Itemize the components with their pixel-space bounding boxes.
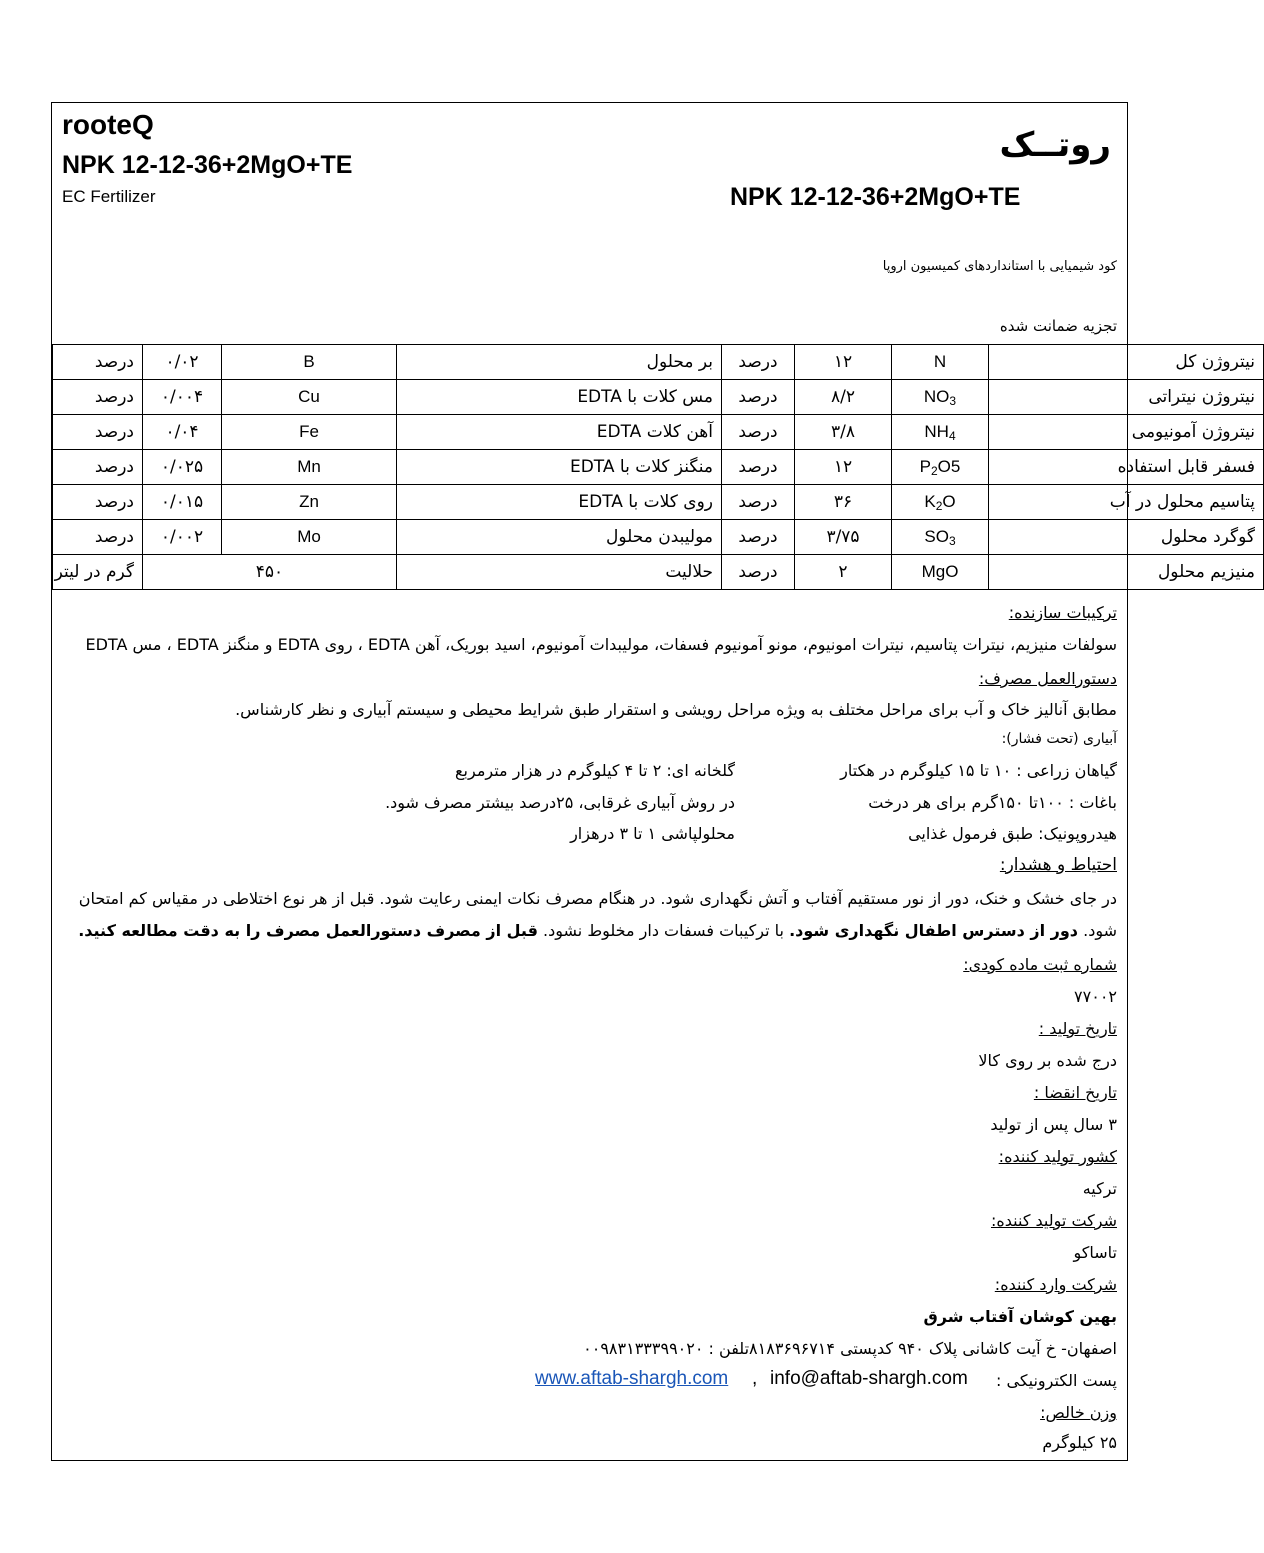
- micronutrient-symbol: Mo: [222, 520, 397, 555]
- composition-label: ترکیبات سازنده:: [1008, 603, 1117, 622]
- registration-label: شماره ثبت ماده کودی:: [963, 955, 1117, 974]
- standard-subtitle: کود شیمیایی با استاندارد‌های کمیسیون اروپا: [882, 259, 1117, 274]
- micronutrient-name: مس کلات با EDTA: [397, 380, 722, 415]
- importer-value: بهین کوشان آفتاب شرق: [923, 1307, 1117, 1326]
- expiry-value: ۳ سال پس از تولید: [990, 1115, 1117, 1134]
- table-row: [53, 520, 1264, 555]
- contact-separator: ,: [752, 1368, 758, 1389]
- micronutrient-value: ۰/۰۲: [143, 345, 222, 380]
- nutrient-symbol: $SO_3$: [892, 520, 989, 555]
- nutrient-value: ۳/۸: [795, 415, 892, 450]
- micronutrient-unit: درصد: [53, 415, 143, 450]
- micronutrient-symbol: Zn: [222, 485, 397, 520]
- brand-name-en: rooteQ: [62, 109, 154, 140]
- micronutrient-value: ۰/۰۰۴: [143, 380, 222, 415]
- nutrient-name: پتاسیم محلول در آب: [989, 485, 1264, 520]
- formula-left: NPK 12-12-36+2MgO+TE: [62, 151, 353, 179]
- micronutrient-value: ۰/۰۰۲: [143, 520, 222, 555]
- analysis-table: [52, 344, 1264, 590]
- micronutrient-symbol: Fe: [222, 415, 397, 450]
- nutrient-value: ۸/۲: [795, 380, 892, 415]
- micronutrient-unit: درصد: [53, 450, 143, 485]
- micronutrient-symbol: Mn: [222, 450, 397, 485]
- dosage-foliar-spray: محلولپاشی ۱ تا ۳ درهزار: [570, 824, 735, 843]
- nutrient-symbol: N: [892, 345, 989, 380]
- dosage-field-crops: گیاهان زراعی : ۱۰ تا ۱۵ کیلوگرم در هکتار: [840, 761, 1117, 780]
- nutrient-symbol: $NH_4$: [892, 415, 989, 450]
- warning-line-2: شود. دور از دسترس اطفال نگهداری شود. با ترکیبات فسفات دار مخلوط نشود. قبل از مصرف دستورالعمل مصرف را به دقت مطالعه کنید.: [78, 921, 1117, 940]
- solubility-unit: گرم در لیتر: [53, 555, 143, 590]
- production-date-label: تاریخ تولید :: [1038, 1019, 1117, 1038]
- nutrient-value: ۳۶: [795, 485, 892, 520]
- warning-label: احتیاط و هشدار:: [999, 855, 1117, 875]
- table-row: [53, 485, 1264, 520]
- email-address[interactable]: info@aftab-shargh.com: [770, 1368, 968, 1389]
- dosage-orchards: باغات : ۱۰۰تا ۱۵۰گرم برای هر درخت: [868, 793, 1117, 812]
- usage-label: دستورالعمل مصرف:: [978, 669, 1117, 688]
- nutrient-name: فسفر قابل استفاده: [989, 450, 1264, 485]
- table-row: [53, 380, 1264, 415]
- micronutrient-name: مولیبدن محلول: [397, 520, 722, 555]
- ec-fertilizer-label: EC Fertilizer: [62, 187, 156, 206]
- micronutrient-value: ۰/۰۱۵: [143, 485, 222, 520]
- nutrient-symbol: $K_2O$: [892, 485, 989, 520]
- dosage-flood-irrigation: در روش آبیاری غرقابی، ۲۵درصد بیشتر مصرف شود.: [385, 793, 735, 812]
- micronutrient-value: ۰/۰۴: [143, 415, 222, 450]
- email-label: پست الکترونیکی :: [996, 1371, 1117, 1390]
- net-weight-label: وزن خالص:: [1040, 1403, 1117, 1422]
- nutrient-symbol: MgO: [892, 555, 989, 590]
- guaranteed-analysis-title: تجزیه ضمانت شده: [999, 317, 1117, 335]
- warning-line-1: در جای خشک و خنک، دور از نور مستقیم آفتاب و آتش نگهداری شود. در هنگام مصرف نکات ایمنی رعایت شود. قبل از هر نوع اختلاطی در مقیاس کم امتحان: [78, 889, 1117, 908]
- nutrient-symbol: $P_2O5$: [892, 450, 989, 485]
- table-row: [53, 555, 1264, 590]
- solubility-label: حلالیت: [397, 555, 722, 590]
- micronutrient-name: آهن کلات EDTA: [397, 415, 722, 450]
- nutrient-unit: درصد: [722, 520, 795, 555]
- importer-label: شرکت وارد کننده:: [994, 1275, 1117, 1294]
- production-date-value: درج شده بر روی کالا: [978, 1051, 1117, 1070]
- dosage-hydroponic: هیدروپونیک: طبق فرمول غذایی: [908, 824, 1117, 843]
- micronutrient-unit: درصد: [53, 380, 143, 415]
- country-value: ترکیه: [1082, 1179, 1117, 1198]
- micronutrient-symbol: Cu: [222, 380, 397, 415]
- nutrient-unit: درصد: [722, 380, 795, 415]
- table-row: [53, 345, 1264, 380]
- micronutrient-unit: درصد: [53, 520, 143, 555]
- nutrient-value: ۳/۷۵: [795, 520, 892, 555]
- nutrient-value: ۲: [795, 555, 892, 590]
- micronutrient-unit: درصد: [53, 485, 143, 520]
- micronutrient-symbol: B: [222, 345, 397, 380]
- nutrient-unit: درصد: [722, 450, 795, 485]
- net-weight-value: ۲۵ کیلوگرم: [1042, 1433, 1117, 1452]
- importer-address: اصفهان- خ آیت کاشانی پلاک ۹۴۰ کدپستی ۸۱۸۳۶۹۶۷۱۴تلفن : ۰۰۹۸۳۱۳۳۳۹۹۰۲۰: [583, 1339, 1117, 1358]
- nutrient-name: منیزیم محلول: [989, 555, 1264, 590]
- solubility-value: ۴۵۰: [143, 555, 397, 590]
- composition-text: سولفات منیزیم، نیترات پتاسیم، نیترات امونیوم، مونو آمونیوم فسفات، مولیبدات آمونیوم، اسید بوریک، آهن EDTA ، روی EDTA و منگنز EDTA ، مس EDTA: [85, 635, 1117, 654]
- nutrient-name: نیتروژن آمونیومی: [989, 415, 1264, 450]
- table-row: [53, 415, 1264, 450]
- label-frame: [51, 102, 1255, 1461]
- nutrient-name: نیتروژن نیتراتی: [989, 380, 1264, 415]
- micronutrient-value: ۰/۰۲۵: [143, 450, 222, 485]
- nutrient-unit: درصد: [722, 485, 795, 520]
- nutrient-name: نیتروژن کل: [989, 345, 1264, 380]
- nutrient-value: ۱۲: [795, 450, 892, 485]
- table-row: [53, 450, 1264, 485]
- manufacturer-label: شرکت تولید کننده:: [991, 1211, 1117, 1230]
- website-link[interactable]: www.aftab-shargh.com: [535, 1368, 729, 1389]
- micronutrient-unit: درصد: [53, 345, 143, 380]
- registration-value: ۷۷۰۰۲: [1074, 987, 1117, 1006]
- micronutrient-name: روی کلات با EDTA: [397, 485, 722, 520]
- nutrient-unit: درصد: [722, 555, 795, 590]
- nutrient-name: گوگرد محلول: [989, 520, 1264, 555]
- formula-right: NPK 12-12-36+2MgO+TE: [730, 183, 1021, 211]
- usage-text: مطابق آنالیز خاک و آب برای مراحل مختلف به ویژه مراحل رویشی و استقرار طبق شرایط محیطی و سیستم آبیاری و نظر کارشناس.: [235, 700, 1117, 719]
- micronutrient-name: منگنز کلات با EDTA: [397, 450, 722, 485]
- expiry-label: تاریخ انقضا :: [1033, 1083, 1117, 1102]
- nutrient-unit: درصد: [722, 415, 795, 450]
- micronutrient-name: بر محلول: [397, 345, 722, 380]
- dosage-greenhouse: گلخانه ای: ۲ تا ۴ کیلوگرم در هزار مترمربع: [455, 761, 735, 780]
- brand-name-fa: روتــک: [999, 125, 1111, 165]
- nutrient-unit: درصد: [722, 345, 795, 380]
- nutrient-value: ۱۲: [795, 345, 892, 380]
- nutrient-symbol: $NO_3$: [892, 380, 989, 415]
- country-label: کشور تولید کننده:: [998, 1147, 1117, 1166]
- irrigation-label: آبیاری (تحت فشار):: [1001, 731, 1117, 747]
- manufacturer-value: تاساکو: [1073, 1243, 1117, 1262]
